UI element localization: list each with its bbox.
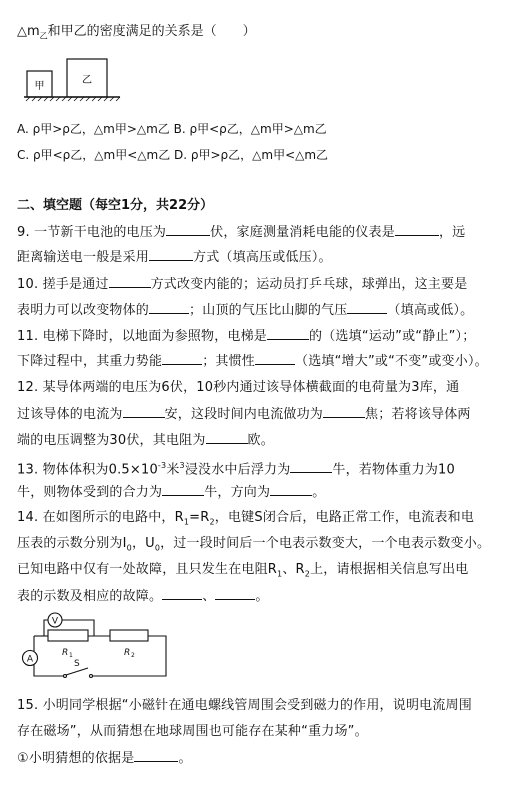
switch-contact [90, 675, 93, 678]
q15-text: 。 [178, 751, 192, 766]
q14-text: =R [189, 510, 210, 525]
q13-text: 。 [312, 485, 326, 500]
q10-text: 10. 搓手是通过 [17, 277, 109, 292]
answer-blank[interactable] [206, 431, 248, 444]
label-yi: 乙 [82, 75, 92, 86]
subscript: 乙 [39, 31, 48, 41]
q13-line-1 [17, 457, 455, 479]
q9-text: 9. 一节新干电池的电压为 [17, 225, 167, 240]
answer-blank[interactable] [215, 587, 255, 600]
q13-text: 米 [166, 462, 180, 478]
q14-text: ，电键S闭合后，电路正常工作，电流表和电 [214, 510, 475, 525]
q11-text: 11. 电梯下降时，以地面为参照物，电梯是 [17, 329, 268, 344]
answer-blank[interactable] [162, 587, 202, 600]
subscript: 1 [183, 517, 190, 527]
answer-blank[interactable] [162, 483, 204, 496]
delta-m-text: △m [17, 24, 40, 39]
blocks-figure [22, 55, 122, 105]
answer-blank[interactable] [255, 352, 295, 365]
q14-line-1 [17, 509, 474, 532]
q12-text: 端的电压调整为30伏，其电阻为 [17, 433, 206, 448]
answer-blank[interactable] [149, 248, 193, 261]
answer-blank[interactable] [270, 483, 312, 496]
resistor-r2 [110, 630, 148, 641]
answer-blank[interactable] [290, 460, 332, 473]
superscript: -3 [157, 461, 167, 470]
q12-text: 安，这段时间内电流做功为 [164, 407, 324, 422]
q14-line-3 [17, 561, 468, 584]
answer-blank[interactable] [347, 301, 387, 314]
subscript: 0 [126, 543, 132, 553]
q13-line-2 [17, 483, 325, 502]
answer-blank[interactable] [166, 223, 210, 236]
q11-text: 下降过程中，其重力势能 [17, 354, 163, 369]
q11-line-1 [17, 327, 475, 346]
q15-line-2: 存在磁场”，从而猜想在地球周围也可能存在某种“重力场”。 [17, 724, 368, 739]
q9-line-2 [17, 248, 332, 267]
q12-text: 过该导体的电流为 [17, 407, 123, 422]
subscript: 2 [304, 569, 311, 579]
q11-text: ；其惯性 [202, 354, 256, 369]
wire-left [34, 636, 64, 676]
q14-text: ，过一段时间后一个电表示数变大，一个电表示数变小。 [160, 536, 491, 551]
q10-line-2 [17, 301, 473, 320]
q13-text: 牛，若物体重力为10 [332, 462, 455, 478]
section-title: 二、填空题（每空1分，共22分） [17, 198, 214, 213]
q14-text: ，U [131, 536, 155, 551]
subscript: 1 [277, 569, 283, 579]
q10-text: 方式改变内能的；运动员打乒乓球，球弹出，这主要是 [150, 277, 468, 292]
label-jia: 甲 [34, 81, 45, 92]
q9-text: 距离输送电一般是采用 [17, 250, 150, 265]
q13-text: 浸没水中后浮力为 [184, 462, 291, 478]
q14-text: 14. 在如图所示的电路中，R [17, 510, 184, 525]
q11-line-2 [17, 352, 488, 371]
q14-line-2 [17, 535, 490, 558]
q9-text: 伏，家庭测量消耗电能的仪表是 [210, 225, 395, 240]
q12-line-1: 12. 某导体两端的电压为6伏，10秒内通过该导体横截面的电荷量为3库，通 [17, 380, 460, 395]
switch-label: S [74, 659, 80, 669]
answer-blank[interactable] [162, 352, 202, 365]
q15-line-3 [17, 749, 192, 768]
q13-text: 牛，则物体受到的合力为 [17, 485, 163, 500]
answer-blank[interactable] [267, 327, 309, 340]
q12-text: 欧。 [247, 433, 274, 448]
subscript: 0 [154, 543, 161, 553]
options-row-2: C. ρ甲<ρ乙，△m甲<△m乙 D. ρ甲>ρ乙，△m甲<△m乙 [17, 148, 329, 162]
wire-v-right [62, 620, 94, 636]
wire-v-left [44, 620, 48, 636]
options-row-1: A. ρ甲>ρ乙，△m甲>△m乙 B. ρ甲<ρ乙，△m甲>△m乙 [17, 122, 327, 136]
voltmeter-label: V [51, 616, 59, 627]
q9-text: 方式（填高压或低压）。 [193, 250, 332, 265]
answer-blank[interactable] [395, 223, 439, 236]
answer-blank[interactable] [109, 275, 151, 288]
q10-text: ；山顶的气压比山脚的气压 [189, 303, 348, 318]
q12-text: 焦；若将该导体两 [365, 407, 471, 422]
q14-text: 已知电路中仅有一处故障，且只发生在电阻R [17, 562, 278, 577]
q13-text: 13. 物体体积为0.5×10 [17, 462, 158, 478]
answer-blank[interactable] [123, 405, 165, 418]
question-stem-tail [17, 23, 256, 46]
r2-label: R [124, 648, 131, 658]
q11-text: （选填“增大”或“不变”或变小）。 [295, 354, 488, 369]
switch-lever [66, 668, 88, 675]
q15-line-1: 15. 小明同学根据“小磁针在通电螺线管周围会受到磁力的作用，说明电流周围 [17, 698, 472, 713]
circuit-diagram [14, 608, 174, 684]
q12-line-3 [17, 431, 274, 450]
q15-text: ①小明猜想的依据是 [17, 751, 135, 766]
q10-text: （填高或低）。 [387, 303, 474, 318]
ammeter-label: A [26, 654, 34, 665]
r1-label: R [62, 648, 69, 658]
r1-sub: 1 [69, 652, 73, 659]
q14-text: 。 [255, 589, 269, 604]
answer-blank[interactable] [323, 405, 365, 418]
answer-blank[interactable] [149, 301, 189, 314]
subscript: 2 [209, 517, 215, 527]
resistor-r1 [48, 630, 88, 641]
q14-text: 上，请根据相关信息写出电 [310, 562, 469, 577]
superscript: 3 [179, 461, 185, 470]
q9-text: ，远 [438, 225, 466, 240]
q14-text: 表的示数及相应的故障。 [17, 589, 163, 604]
q11-text: 的（选填“运动”或“静止”）； [309, 329, 476, 344]
q14-text: 、R [282, 562, 305, 577]
stem-text: 和甲乙的密度满足的关系是（ ） [47, 24, 256, 39]
answer-blank[interactable] [134, 749, 178, 762]
q14-text: 压表的示数分别为I [17, 536, 127, 551]
q10-text: 表明力可以改变物体的 [17, 303, 150, 318]
q10-line-1 [17, 275, 467, 294]
r2-sub: 2 [131, 652, 135, 659]
q12-line-2 [17, 405, 471, 424]
q9-line-1 [17, 223, 465, 242]
q14-text: 、 [202, 589, 216, 604]
q13-text: 牛，方向为 [204, 485, 271, 500]
q14-line-4 [17, 587, 269, 606]
